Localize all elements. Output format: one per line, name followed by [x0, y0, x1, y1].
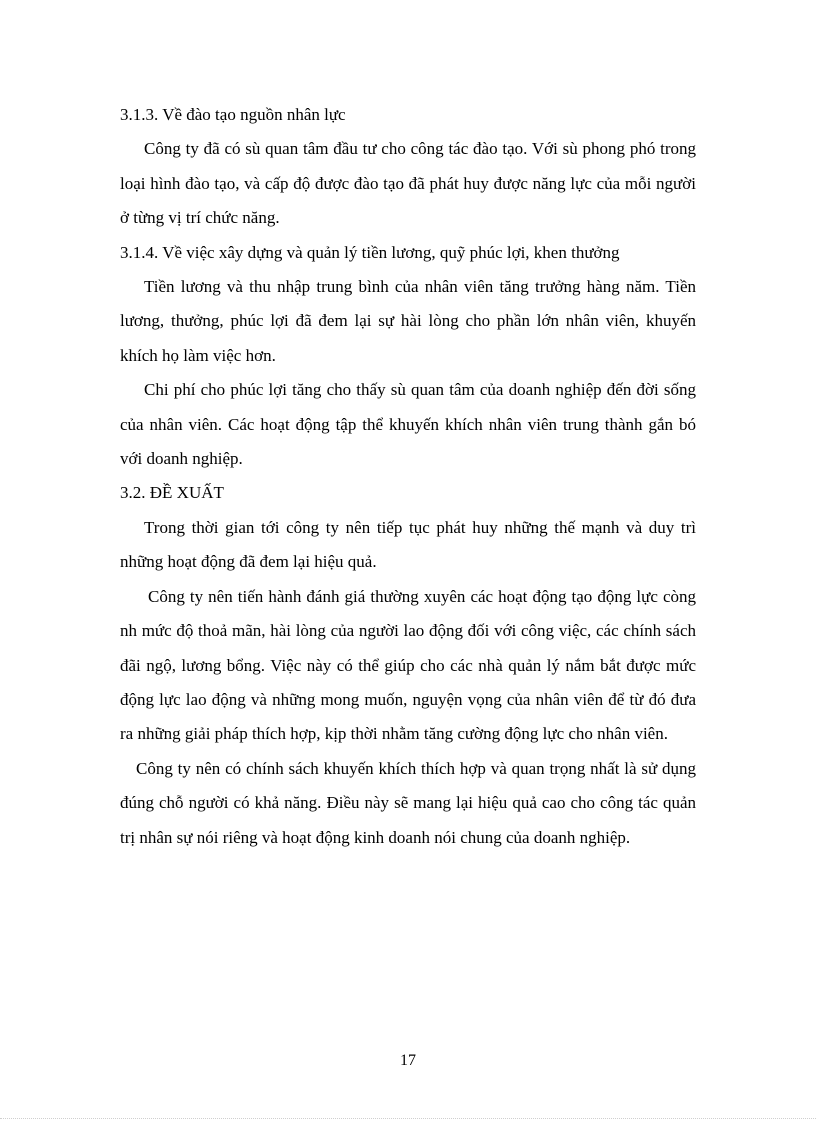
- paragraph-training: Công ty đã có sù quan tâm đầu tư cho công tác đào tạo. Với sù phong phó trong loại hình đào tạo, và cấp độ được đào tạo đã phát huy được năng lực của mỗi người ở từng vị trí chức năng.: [120, 139, 696, 228]
- paragraph-welfare: Chi phí cho phúc lợi tăng cho thấy sù quan tâm của doanh nghiệp đến đời sống của nhân viên. Các hoạt động tập thể khuyến khích nhân viên trung thành gắn bó với doanh nghiệp.: [120, 380, 696, 469]
- paragraph-evaluation: Công ty nên tiến hành đánh giá thường xuyên các hoạt động tạo động lực còng nh mức độ thoả mãn, hài lòng của người lao động đối với công việc, các chính sách đãi ngộ, lương bổng. Việc này có thể giúp cho các nhà quản lý nắm bắt được mức động lực lao động và những mong muốn, nguyện vọng của nhân viên để từ đó đưa ra những giải pháp thích hợp, kịp thời nhằm tăng cường động lực cho nhân viên.: [120, 586, 696, 744]
- section-heading-3-2: 3.2. ĐỀ XUẤT: [120, 483, 224, 503]
- paragraph-future: Trong thời gian tới công ty nên tiếp tục phát huy những thế mạnh và duy trì những hoạt động đã đem lại hiệu quả.: [120, 517, 696, 572]
- section-heading-3-1-3: 3.1.3. Về đào tạo nguồn nhân lực: [120, 105, 346, 124]
- section-heading-3-1-4: 3.1.4. Về việc xây dựng và quản lý tiền lương, quỹ phúc lợi, khen thưởng: [120, 242, 620, 262]
- paragraph-incentive: Công ty nên có chính sách khuyến khích thích hợp và quan trọng nhất là sử dụng đúng chỗ người có khả năng. Điều này sẽ mang lại hiệu quả cao cho công tác quản trị nhân sự nói riêng và hoạt động kinh doanh nói chung của doanh nghiệp.: [120, 758, 696, 847]
- bottom-divider: [0, 1118, 816, 1119]
- page-number: 17: [400, 1052, 416, 1069]
- page-body: [120, 98, 696, 855]
- paragraph-salary: Tiền lương và thu nhập trung bình của nhân viên tăng trưởng hàng năm. Tiền lương, thưởng, phúc lợi đã đem lại sự hài lòng cho phần lớn nhân viên, khuyến khích họ làm việc hơn.: [120, 277, 696, 365]
